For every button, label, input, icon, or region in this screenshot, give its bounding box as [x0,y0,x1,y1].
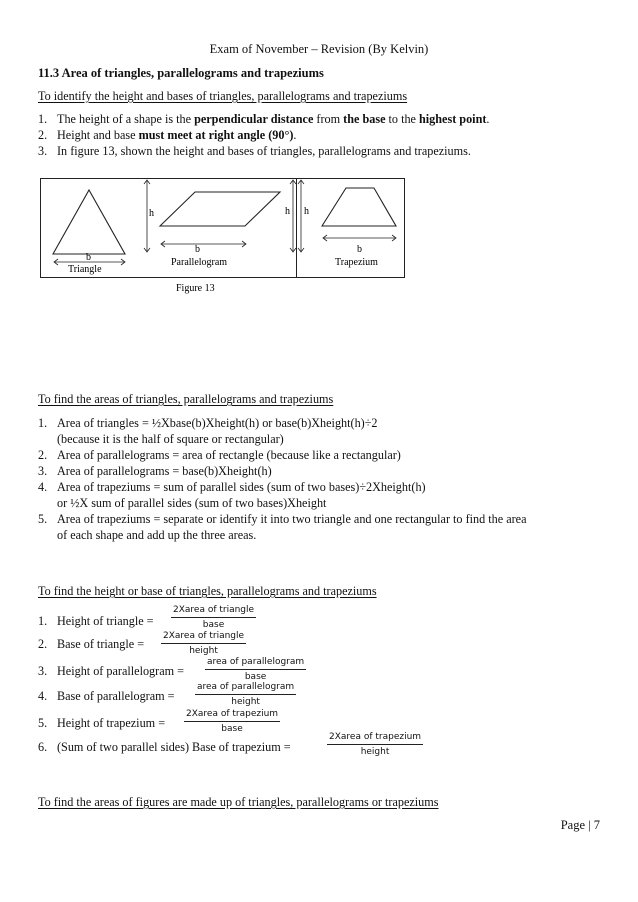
list-number: 2. [38,448,48,462]
list-number: 3. [38,144,48,158]
height-label: h [149,208,154,219]
figure-13 [40,168,410,298]
list-number: 5. [38,716,48,730]
formula-fraction: 2Xarea of triangle base [173,605,255,630]
list-number: 2. [38,128,48,142]
base-label: b [86,252,91,263]
list-number: 2. [38,637,48,651]
section4-heading: To find the areas of figures are made up of triangles, parallelograms or trapeziums [38,795,439,809]
formula-label: Height of triangle = [57,614,154,628]
list-item: Area of triangles = ½Xbase(b)Xheight(h) or base(b)Xheight(h)÷2 [57,416,378,430]
section1-heading: To identify the height and bases of triangles, parallelograms and trapeziums [38,89,408,103]
formula-fraction: area of parallelogram base [207,657,305,682]
list-item-continuation: (because it is the half of square or rectangular) [57,432,284,446]
list-item-continuation: or ½X sum of parallel sides (sum of two bases)Xheight [57,496,327,510]
formula-fraction: 2Xarea of triangle height [163,631,245,656]
list-number: 5. [38,512,48,526]
parallelogram-shape [160,192,280,226]
formula-label: Height of parallelogram = [57,664,185,678]
section-title: 11.3 Area of triangles, parallelograms and trapeziums [38,66,324,80]
base-label: b [195,244,200,255]
list-item: Area of parallelograms = area of rectangle (because like a rectangular) [57,448,401,462]
list-number: 4. [38,689,48,703]
page-number: Page | 7 [560,818,600,832]
triangle-shape [53,190,125,254]
list-item: Area of trapeziums = sum of parallel sides (sum of two bases)÷2Xheight(h) [57,480,426,494]
list-item-continuation: of each shape and add up the three areas. [57,528,257,542]
section3-heading: To find the height or base of triangles, parallelograms and trapeziums [38,584,377,598]
height-label: h [304,206,309,217]
list-item: In figure 13, shown the height and bases of triangles, parallelograms and trapeziums. [57,144,471,158]
list-number: 1. [38,614,48,628]
height-label: h [285,206,290,217]
shape-name-parallelogram: Parallelogram [171,257,228,268]
formula-fraction: 2Xarea of trapezium height [329,732,422,757]
formula-label: (Sum of two parallel sides) Base of trapezium = [57,740,291,754]
list-number: 3. [38,464,48,478]
list-item: The height of a shape is the perpendicular distance from the base to the highest point. [57,112,490,126]
list-number: 1. [38,112,48,126]
section2-heading: To find the areas of triangles, parallelograms and trapeziums [38,392,334,406]
formula-fraction: 2Xarea of trapezium base [186,709,279,734]
list-number: 6. [38,740,48,754]
trapezium-shape [322,188,396,226]
list-item: Area of trapeziums = separate or identify it into two triangle and one rectangular to find the area [57,512,527,526]
list-number: 1. [38,416,48,430]
list-number: 4. [38,480,48,494]
base-label: b [357,244,362,255]
formula-label: Base of triangle = [57,637,145,651]
list-number: 3. [38,664,48,678]
page-header: Exam of November – Revision (By Kelvin) [209,42,429,56]
formula-label: Base of parallelogram = [57,689,175,703]
figure-caption: Figure 13 [176,283,215,294]
shape-name-trapezium: Trapezium [335,257,378,268]
formula-label: Height of trapezium = [57,716,166,730]
formula-fraction: area of parallelogram height [197,682,295,707]
list-item: Height and base must meet at right angle (90°). [57,128,297,142]
shape-name-triangle: Triangle [68,264,102,275]
list-item: Area of parallelograms = base(b)Xheight(h) [57,464,272,478]
